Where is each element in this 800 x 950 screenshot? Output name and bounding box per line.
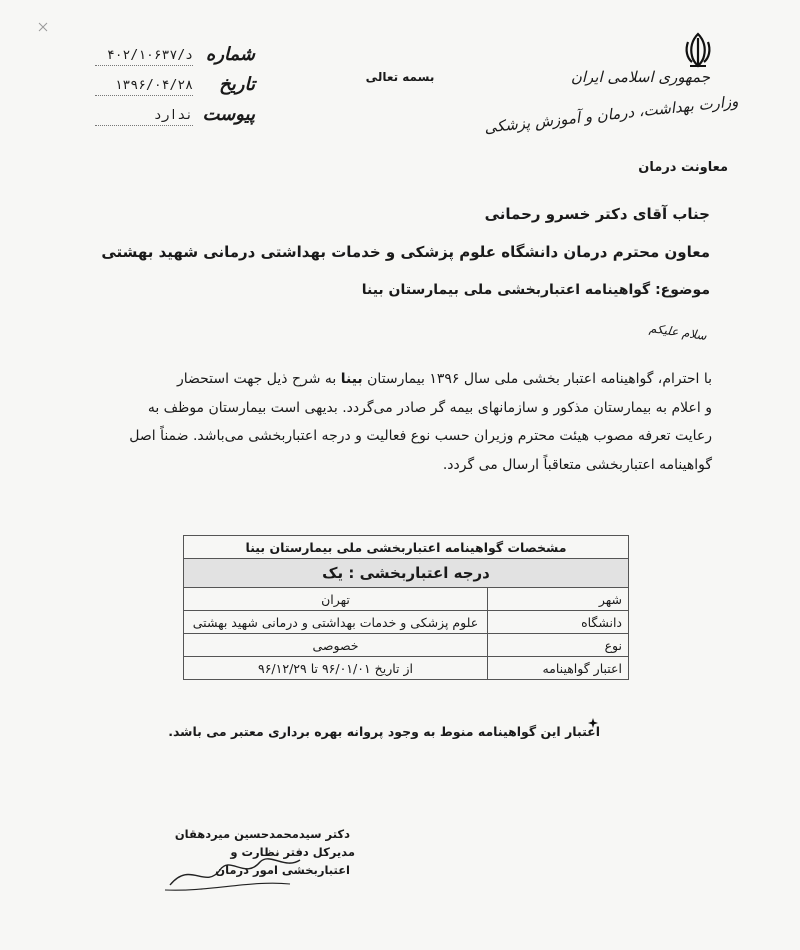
signatory-title-line2: اعتباربخشی امور درمان bbox=[215, 863, 350, 877]
accreditation-grade: درجه اعتباربخشی : یک bbox=[184, 559, 629, 588]
addressee: جناب آقای دکتر خسرو رحمانی bbox=[484, 205, 710, 223]
validity-note: اعتبار این گواهینامه منوط به وجود پروانه بهره برداری معتبر می باشد. bbox=[168, 724, 600, 739]
date-label: تاریخ bbox=[219, 74, 255, 95]
deputy-department: معاونت درمان bbox=[638, 160, 728, 175]
letter-date-row bbox=[95, 74, 255, 96]
body-line: با احترام، گواهینامه اعتبار بخشی ملی سال ۱۳۹۶ بیمارستان بینا به شرح ذیل جهت استحضار bbox=[176, 371, 712, 387]
row-value: علوم پزشکی و خدمات بهداشتی و درمانی شهید بهشتی bbox=[184, 611, 488, 634]
letter-attachment-row bbox=[95, 104, 255, 126]
greeting: سلام علیکم bbox=[648, 321, 708, 343]
number-label: شماره bbox=[205, 44, 255, 65]
table-title: مشخصات گواهینامه اعتباربخشی ملی بیمارستان بینا bbox=[184, 536, 629, 559]
hospital-name: بینا bbox=[340, 371, 363, 387]
ministry-name-line1: جمهوری اسلامی ایران bbox=[570, 68, 710, 86]
body-line: و اعلام به بیمارستان مذکور و سازمانهای بیمه گر صادر می‌گردد. بدیهی است بیمارستان موظف به bbox=[147, 399, 712, 416]
table-grade-row bbox=[184, 559, 629, 588]
table-row bbox=[184, 634, 629, 657]
row-key: اعتبار گواهینامه bbox=[488, 657, 629, 680]
table-row bbox=[184, 611, 629, 634]
signature-scribble bbox=[150, 840, 310, 900]
scan-mark-icon bbox=[38, 22, 48, 32]
table-title-row bbox=[184, 536, 629, 559]
letter-body bbox=[92, 365, 712, 479]
letter-number-row bbox=[95, 44, 255, 66]
addressee-position: معاون محترم درمان دانشگاه علوم پزشکی و خدمات بهداشتی درمانی شهید بهشتی bbox=[101, 243, 710, 261]
attachment-label: پیوست bbox=[202, 104, 255, 125]
certificate-table bbox=[183, 535, 629, 680]
subject-line bbox=[362, 282, 710, 298]
table-row bbox=[184, 588, 629, 611]
subject-text: گواهینامه اعتباربخشی ملی بیمارستان بینا bbox=[361, 282, 651, 298]
attachment-value: ندارد bbox=[95, 108, 193, 126]
body-line: رعایت تعرفه مصوب هیئت محترم وزیران حسب نوع فعالیت و درجه اعتباربخشی می‌باشد. ضمناً اصل bbox=[129, 428, 712, 444]
row-key: نوع bbox=[488, 634, 629, 657]
ministry-name-line2: وزارت بهداشت، درمان و آموزش پزشکی bbox=[483, 92, 739, 137]
table-row bbox=[184, 657, 629, 680]
row-value: خصوصی bbox=[184, 634, 488, 657]
basmala: بسمه تعالی bbox=[365, 70, 435, 84]
row-key: شهر bbox=[488, 588, 629, 611]
date-value: ۱۳۹۶/۰۴/۲۸ bbox=[95, 78, 193, 96]
body-line: گواهینامه اعتباربخشی متعاقباً ارسال می گردد. bbox=[442, 456, 712, 473]
row-value: تهران bbox=[184, 588, 488, 611]
number-value: ۴۰۲/د/۱۰۶۳۷ bbox=[95, 48, 193, 66]
subject-label: موضوع: bbox=[655, 282, 710, 298]
row-key: دانشگاه bbox=[488, 611, 629, 634]
signatory-name: دکتر سیدمحمدحسین میردهقان bbox=[174, 827, 350, 841]
emblem-icon bbox=[680, 30, 716, 70]
row-value: از تاریخ ۹۶/۰۱/۰۱ تا ۹۶/۱۲/۲۹ bbox=[184, 657, 488, 680]
signatory-title-line1: مدیرکل دفتر نظارت و bbox=[230, 845, 355, 859]
